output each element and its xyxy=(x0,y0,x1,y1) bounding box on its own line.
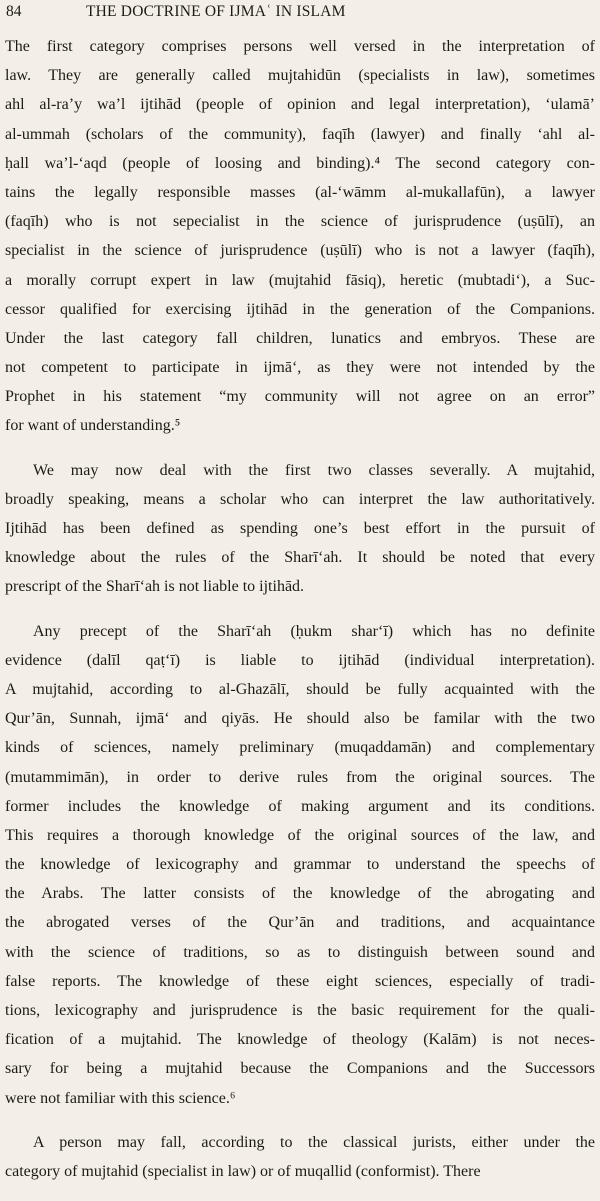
text-line: category of mujtahid (specialist in law) or of muqallid (conformist). There xyxy=(5,1162,481,1180)
page-number: 84 xyxy=(6,3,22,20)
text-line: knowledge about the rules of the Sharī‘ah. It should be noted that every xyxy=(5,549,595,567)
text-line: We may now deal with the first two classes severally. A mujtahid, xyxy=(33,461,595,479)
paragraph xyxy=(5,1128,595,1186)
text-line: evidence (dalīl qaṭ‘ī) is liable to ijtihād (individual interpretation). xyxy=(5,651,595,669)
text-line: Qur’ān, Sunnah, ijmā‘ and qiyās. He should also be familar with the two xyxy=(5,710,595,728)
running-head: THE DOCTRINE OF IJMAʿ IN ISLAM xyxy=(86,3,346,20)
text-line: the knowledge of lexicography and grammar to understand the speechs of xyxy=(5,856,595,874)
paragraph xyxy=(5,617,595,1113)
text-line: were not familiar with this science.⁶ xyxy=(5,1089,236,1107)
text-line: law. They are generally called mujtahidūn (specialists in law), sometimes xyxy=(5,67,595,85)
text-line: Any precept of the Sharī‘ah (ḥukm shar‘ī) which has no definite xyxy=(33,622,595,640)
text-line: kinds of sciences, namely preliminary (muqaddamān) and complementary xyxy=(5,739,595,757)
text-line: for want of understanding.⁵ xyxy=(5,417,181,435)
text-line: tains the legally responsible masses (al-‘wāmm al-mukallafūn), a lawyer xyxy=(5,183,595,201)
text-line: A person may fall, according to the classical jurists, either under the xyxy=(33,1133,595,1151)
text-line: The first category comprises persons well versed in the interpretation of xyxy=(5,38,595,55)
text-line: not competent to participate in ijmā‘, as they were not intended by the xyxy=(5,359,595,377)
text-line: sary for being a mujtahid because the Companions and the Successors xyxy=(5,1060,595,1078)
text-line: the Arabs. The latter consists of the knowledge of the abrogating and xyxy=(5,885,595,903)
text-line: A mujtahid, according to al-Ghazālī, should be fully acquainted with the xyxy=(5,680,595,698)
body-text xyxy=(5,32,595,1201)
text-line: Ijtihād has been defined as spending one’s best effort in the pursuit of xyxy=(5,520,595,537)
text-line: broadly speaking, means a scholar who can interpret the law authoritatively. xyxy=(5,490,595,508)
text-line: fication of a mujtahid. The knowledge of theology (Kalām) is not neces- xyxy=(5,1031,595,1049)
text-line: cessor qualified for exercising ijtihād in the generation of the Companions. xyxy=(5,300,595,318)
text-line: false reports. The knowledge of these eight sciences, especially of tradi- xyxy=(5,972,595,990)
text-line: tions, lexicography and jurisprudence is the basic requirement for the quali- xyxy=(5,1002,595,1019)
text-line: specialist in the science of jurisprudence (uṣūlī) who is not a lawyer (faqīh), xyxy=(5,242,595,260)
text-line: al-ummah (scholars of the community), faqīh (lawyer) and finally ‘ahl al- xyxy=(5,125,595,143)
text-line: This requires a thorough knowledge of the original sources of the law, and xyxy=(5,826,595,844)
text-line: with the science of traditions, so as to distinguish between sound and xyxy=(5,943,595,961)
text-line: former includes the knowledge of making argument and its conditions. xyxy=(5,797,595,815)
text-line: prescript of the Sharī‘ah is not liable to ijtihād. xyxy=(5,578,305,596)
paragraph xyxy=(5,456,595,602)
text-line: ahl al-ra’y wa’l ijtihād (people of opinion and legal interpretation), ‘ulamā’ xyxy=(5,96,595,114)
text-line: the abrogated verses of the Qur’ān and traditions, and acquaintance xyxy=(5,914,595,932)
text-line: a morally corrupt expert in law (mujtahid fāsiq), heretic (mubtadi‘), a Suc- xyxy=(5,271,595,289)
text-line: Under the last category fall children, lunatics and embryos. These are xyxy=(5,329,595,347)
text-line: (faqīh) who is not sepecialist in the science of jurisprudence (uṣūlī), an xyxy=(5,213,595,231)
text-line: (mutammimān), in order to derive rules from the original sources. The xyxy=(5,768,595,786)
text-line: Prophet in his statement “my community will not agree on an error” xyxy=(5,388,595,406)
text-line: ḥall wa’l-‘aqd (people of loosing and binding).⁴ The second category con- xyxy=(5,154,595,172)
paragraph xyxy=(5,32,595,441)
page-header xyxy=(0,0,600,24)
